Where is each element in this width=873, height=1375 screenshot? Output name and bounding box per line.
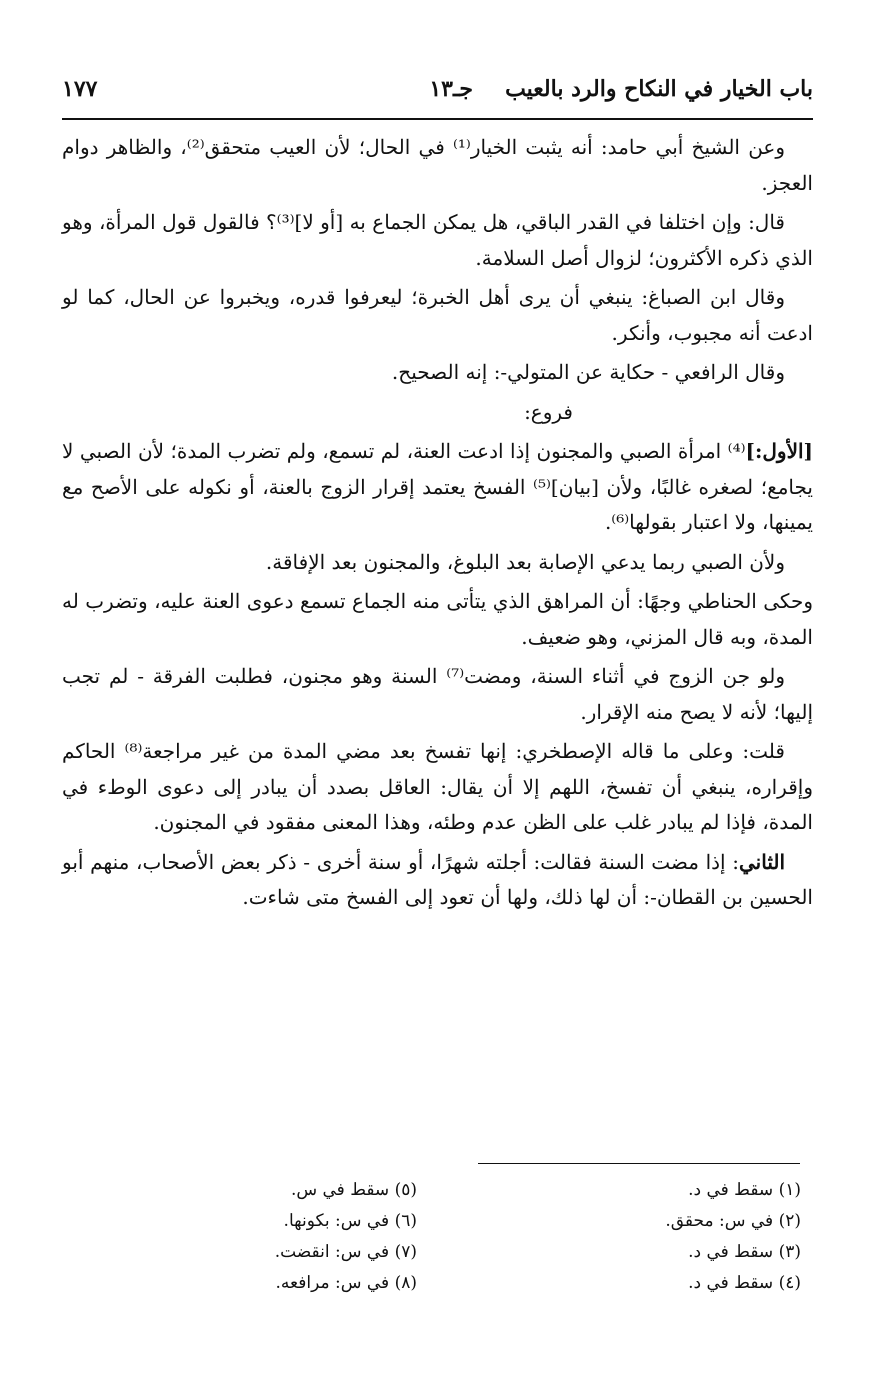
section-lead: الثاني xyxy=(738,849,785,874)
paragraph: [الأول:]⁽⁴⁾ امرأة الصبي والمجنون إذا ادعت العنة، لم تسمع، ولم تضرب المدة؛ لأن الصبي لا يجامع؛ لصغره غالبًا، ولأن [بيان]⁽⁵⁾ الفسخ يعتمد إقرار الزوج بالعنة، أو نكوله على الأصح مع يمينها، ولا اعتبار بقولها⁽⁶⁾. xyxy=(62,439,813,534)
paragraph: قال: وإن اختلفا في القدر الباقي، هل يمكن الجماع به [أو لا]⁽³⁾؟ فالقول قول المرأة، وهو الذي ذكره الأكثرون؛ لزوال أصل السلامة. xyxy=(62,210,813,270)
footnote: (١) سقط في د. xyxy=(688,1180,801,1200)
running-header xyxy=(62,72,813,112)
footnote: (٨) في س: مرافعه. xyxy=(275,1273,417,1293)
paragraph: وعن الشيخ أبي حامد: أنه يثبت الخيار⁽¹⁾ في الحال؛ لأن العيب متحقق⁽²⁾، والظاهر دوام العجز. xyxy=(62,135,813,195)
footnote: (٢) في س: محقق. xyxy=(665,1211,801,1231)
footnote: (٦) في س: بكونها. xyxy=(283,1211,417,1231)
paragraph: وقال الرافعي - حكاية عن المتولي-: إنه الصحيح. xyxy=(391,360,785,384)
main-text xyxy=(62,130,813,920)
footnote: (٥) سقط في س. xyxy=(290,1180,417,1200)
paragraph: وحكى الحناطي وجهًا: أن المراهق الذي يتأتى منه الجماع تسمع دعوى العنة عليه، وتضرب له المدة، وبه قال المزني، وهو ضعيف. xyxy=(62,589,813,649)
volume-label: جـ١٣ xyxy=(429,76,473,102)
footnote-column xyxy=(157,1175,417,1299)
section-lead: [الأول:] xyxy=(745,439,813,463)
paragraph-heading: فروع: xyxy=(524,399,573,424)
page-number: ١٧٧ xyxy=(62,76,98,102)
chapter-title: باب الخيار في النكاح والرد بالعيب xyxy=(505,76,813,102)
footnote-column xyxy=(541,1175,801,1299)
footnote: (٧) في س: انقضت. xyxy=(274,1242,417,1262)
header-rule xyxy=(62,118,813,120)
paragraph: الثاني: إذا مضت السنة فقالت: أجلته شهرًا، أو سنة أخرى - ذكر بعض الأصحاب، منهم أبو الحسين بن القطان-: أن لها ذلك، ولها أن تعود إلى الفسخ متى شاءت. xyxy=(62,849,813,909)
paragraph: قلت: وعلى ما قاله الإصطخري: إنها تفسخ بعد مضي المدة من غير مراجعة⁽⁸⁾ الحاكم وإقراره، ينبغي أن تفسخ، اللهم إلا أن يقال: العاقل بصدد أن يبادر إلى دعوى الوطء في المدة، فإذا لم يبادر غلب على الظن عدم وطئه، وهذا المعنى مفقود في المجنون. xyxy=(62,739,813,834)
footnote: (٤) سقط في د. xyxy=(688,1273,801,1293)
footnote: (٣) سقط في د. xyxy=(688,1242,801,1262)
paragraph: ولو جن الزوج في أثناء السنة، ومضت⁽⁷⁾ السنة وهو مجنون، فطلبت الفرقة - لم تجب إليها؛ لأنه لا يصح منه الإقرار. xyxy=(62,664,813,724)
paragraph: وقال ابن الصباغ: ينبغي أن يرى أهل الخبرة؛ ليعرفوا قدره، ويخبروا عن الحال، كما لو ادعت أنه مجبوب، وأنكر. xyxy=(62,285,813,345)
footnote-rule xyxy=(478,1163,800,1164)
paragraph: ولأن الصبي ربما يدعي الإصابة بعد البلوغ، والمجنون بعد الإفاقة. xyxy=(265,549,785,574)
